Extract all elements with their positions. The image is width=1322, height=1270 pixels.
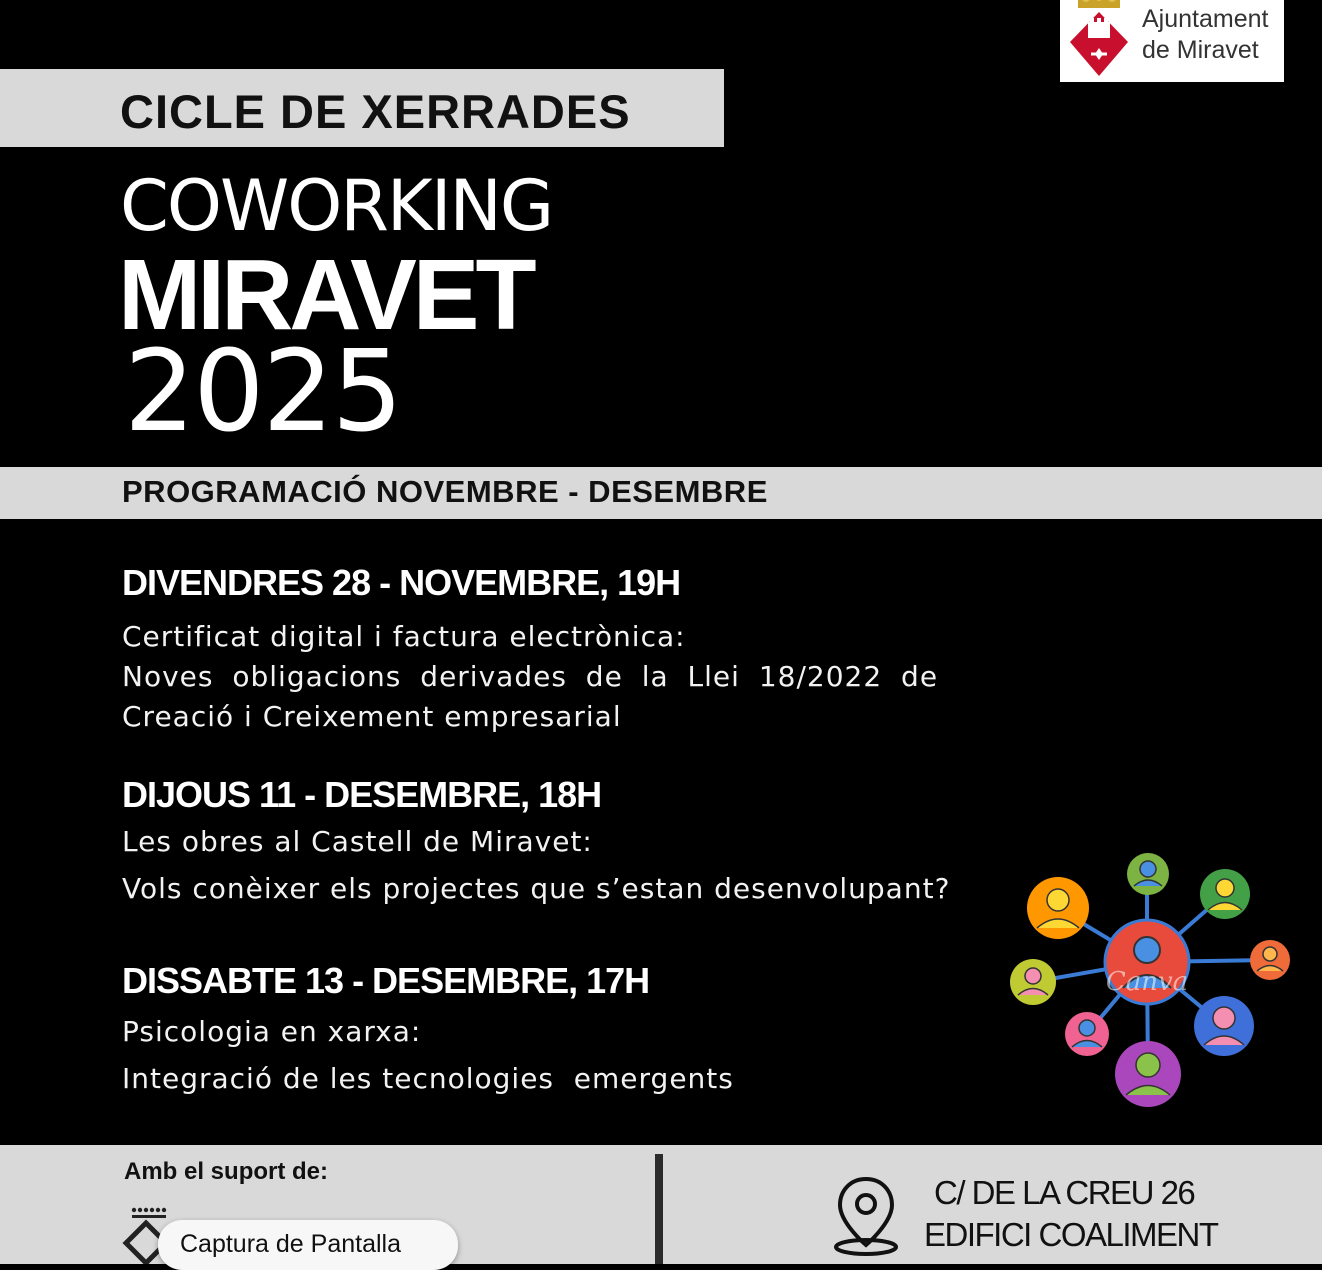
footer-divider (655, 1154, 663, 1264)
coworking-title: COWORKING (120, 165, 553, 247)
programacio-title: PROGRAMACIÓ NOVEMBRE - DESEMBRE (122, 474, 768, 509)
event-1-line-1: Certificat digital i factura electrònica: (122, 620, 686, 653)
event-3-line-1: Psicologia en xarxa: (122, 1015, 422, 1048)
screenshot-tooltip[interactable] (158, 1220, 458, 1270)
event-3-heading: DISSABTE 13 - DESEMBRE, 17H (122, 960, 650, 1001)
year-title: 2025 (124, 327, 402, 457)
screenshot-tooltip-label: Captura de Pantalla (180, 1230, 401, 1258)
event-2-heading: DIJOUS 11 - DESEMBRE, 18H (122, 774, 602, 815)
location-pin-icon (832, 1175, 900, 1257)
event-2-line-1: Les obres al Castell de Miravet: (122, 825, 593, 858)
people-network-icon (1005, 850, 1297, 1112)
address-line-1: C/ DE LA CREU 26 (934, 1174, 1195, 1211)
logo-line-1: Ajuntament (1142, 5, 1269, 33)
logo-line-2: de Miravet (1142, 36, 1259, 64)
miravet-title: MIRAVET (118, 239, 533, 351)
canva-watermark: Canva (1105, 967, 1189, 997)
ajuntament-logo (1060, 0, 1284, 82)
coat-of-arms-icon (1068, 0, 1130, 80)
support-label: Amb el suport de: (124, 1158, 329, 1185)
event-2-line-2: Vols conèixer els projectes que s’estan desenvolupant? (122, 872, 951, 905)
address-line-2: EDIFICI COALIMENT (924, 1216, 1218, 1253)
event-1-line-3: Creació i Creixement empresarial (122, 700, 622, 733)
event-1-heading: DIVENDRES 28 - NOVEMBRE, 19H (122, 562, 681, 603)
cicle-title: CICLE DE XERRADES (120, 85, 631, 138)
event-1-line-2: Noves obligacions derivades de la Llei 18/2022 de (122, 660, 939, 693)
event-3-line-2: Integració de les tecnologies emergents (122, 1062, 734, 1095)
